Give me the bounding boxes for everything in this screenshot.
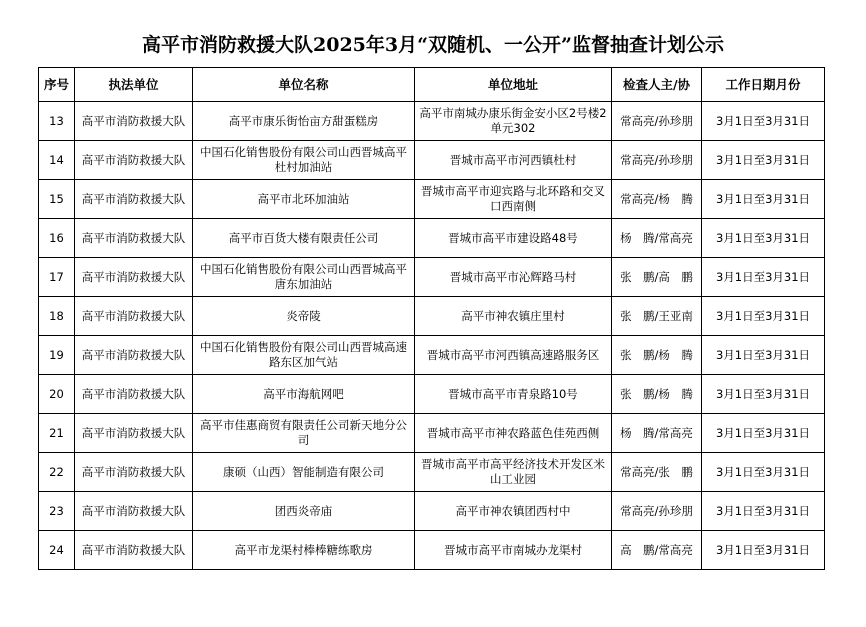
header-exec-unit: 执法单位 <box>75 68 193 102</box>
cell-inspector: 杨 腾/常高亮 <box>612 414 702 453</box>
cell-unit-address: 高平市神农镇团西村中 <box>415 492 612 531</box>
table-row <box>39 492 825 531</box>
cell-unit-name: 高平市龙渠村棒棒糖练歌房 <box>193 531 415 570</box>
cell-unit-address: 晋城市高平市建设路48号 <box>415 219 612 258</box>
cell-no: 15 <box>39 180 75 219</box>
cell-unit-address: 晋城市高平市青泉路10号 <box>415 375 612 414</box>
header-no: 序号 <box>39 68 75 102</box>
table-row <box>39 531 825 570</box>
cell-unit-address: 晋城市高平市沁辉路马村 <box>415 258 612 297</box>
cell-inspector: 张 鹏/王亚南 <box>612 297 702 336</box>
cell-work-date: 3月1日至3月31日 <box>702 180 825 219</box>
cell-exec-unit: 高平市消防救援大队 <box>75 492 193 531</box>
inspection-plan-table <box>38 67 825 570</box>
cell-unit-name: 高平市北环加油站 <box>193 180 415 219</box>
cell-inspector: 常高亮/杨 腾 <box>612 180 702 219</box>
cell-no: 18 <box>39 297 75 336</box>
cell-unit-address: 晋城市高平市高平经济技术开发区米山工业园 <box>415 453 612 492</box>
cell-unit-address: 晋城市高平市迎宾路与北环路和交叉口西南侧 <box>415 180 612 219</box>
cell-inspector: 张 鹏/高 鹏 <box>612 258 702 297</box>
cell-work-date: 3月1日至3月31日 <box>702 414 825 453</box>
cell-work-date: 3月1日至3月31日 <box>702 141 825 180</box>
cell-unit-address: 晋城市高平市南城办龙渠村 <box>415 531 612 570</box>
cell-no: 23 <box>39 492 75 531</box>
cell-work-date: 3月1日至3月31日 <box>702 531 825 570</box>
cell-no: 24 <box>39 531 75 570</box>
cell-exec-unit: 高平市消防救援大队 <box>75 531 193 570</box>
cell-inspector: 常高亮/孙珍朋 <box>612 492 702 531</box>
cell-inspector: 常高亮/张 鹏 <box>612 453 702 492</box>
cell-unit-name: 中国石化销售股份有限公司山西晋城高平唐东加油站 <box>193 258 415 297</box>
header-work-date: 工作日期月份 <box>702 68 825 102</box>
cell-inspector: 常高亮/孙珍朋 <box>612 141 702 180</box>
cell-unit-address: 晋城市高平市河西镇高速路服务区 <box>415 336 612 375</box>
cell-no: 16 <box>39 219 75 258</box>
cell-work-date: 3月1日至3月31日 <box>702 453 825 492</box>
cell-work-date: 3月1日至3月31日 <box>702 492 825 531</box>
cell-work-date: 3月1日至3月31日 <box>702 297 825 336</box>
cell-work-date: 3月1日至3月31日 <box>702 102 825 141</box>
cell-unit-address: 高平市神农镇庄里村 <box>415 297 612 336</box>
cell-exec-unit: 高平市消防救援大队 <box>75 102 193 141</box>
cell-exec-unit: 高平市消防救援大队 <box>75 453 193 492</box>
table-row <box>39 453 825 492</box>
cell-unit-name: 高平市百货大楼有限责任公司 <box>193 219 415 258</box>
cell-exec-unit: 高平市消防救援大队 <box>75 219 193 258</box>
cell-no: 20 <box>39 375 75 414</box>
table-header-row <box>39 68 825 102</box>
table-row <box>39 297 825 336</box>
cell-work-date: 3月1日至3月31日 <box>702 219 825 258</box>
cell-unit-address: 高平市南城办康乐街金安小区2号楼2单元302 <box>415 102 612 141</box>
table-row <box>39 102 825 141</box>
cell-exec-unit: 高平市消防救援大队 <box>75 258 193 297</box>
table-row <box>39 141 825 180</box>
cell-no: 13 <box>39 102 75 141</box>
cell-unit-name: 团西炎帝庙 <box>193 492 415 531</box>
cell-unit-name: 炎帝陵 <box>193 297 415 336</box>
header-unit-address: 单位地址 <box>415 68 612 102</box>
cell-no: 14 <box>39 141 75 180</box>
header-inspector: 检查人主/协 <box>612 68 702 102</box>
document-title: 高平市消防救援大队2025年3月“双随机、一公开”监督抽查计划公示 <box>142 34 724 56</box>
cell-unit-name: 高平市佳惠商贸有限责任公司新天地分公司 <box>193 414 415 453</box>
header-unit-name: 单位名称 <box>193 68 415 102</box>
cell-inspector: 杨 腾/常高亮 <box>612 219 702 258</box>
cell-no: 22 <box>39 453 75 492</box>
table-row <box>39 258 825 297</box>
cell-unit-name: 中国石化销售股份有限公司山西晋城高速路东区加气站 <box>193 336 415 375</box>
cell-inspector: 张 鹏/杨 腾 <box>612 336 702 375</box>
cell-no: 17 <box>39 258 75 297</box>
cell-work-date: 3月1日至3月31日 <box>702 375 825 414</box>
cell-unit-name: 中国石化销售股份有限公司山西晋城高平杜村加油站 <box>193 141 415 180</box>
cell-unit-address: 晋城市高平市神农路蓝色佳苑西侧 <box>415 414 612 453</box>
cell-inspector: 常高亮/孙珍朋 <box>612 102 702 141</box>
cell-inspector: 高 鹏/常高亮 <box>612 531 702 570</box>
cell-inspector: 张 鹏/杨 腾 <box>612 375 702 414</box>
cell-unit-name: 康硕（山西）智能制造有限公司 <box>193 453 415 492</box>
cell-no: 19 <box>39 336 75 375</box>
cell-work-date: 3月1日至3月31日 <box>702 258 825 297</box>
cell-exec-unit: 高平市消防救援大队 <box>75 297 193 336</box>
cell-unit-address: 晋城市高平市河西镇杜村 <box>415 141 612 180</box>
cell-exec-unit: 高平市消防救援大队 <box>75 375 193 414</box>
table-row <box>39 219 825 258</box>
cell-exec-unit: 高平市消防救援大队 <box>75 336 193 375</box>
table-row <box>39 180 825 219</box>
cell-work-date: 3月1日至3月31日 <box>702 336 825 375</box>
table-row <box>39 414 825 453</box>
cell-unit-name: 高平市海航网吧 <box>193 375 415 414</box>
cell-exec-unit: 高平市消防救援大队 <box>75 414 193 453</box>
cell-exec-unit: 高平市消防救援大队 <box>75 141 193 180</box>
cell-unit-name: 高平市康乐街怡亩方甜蛋糕房 <box>193 102 415 141</box>
cell-exec-unit: 高平市消防救援大队 <box>75 180 193 219</box>
table-row <box>39 336 825 375</box>
table-row <box>39 375 825 414</box>
cell-no: 21 <box>39 414 75 453</box>
